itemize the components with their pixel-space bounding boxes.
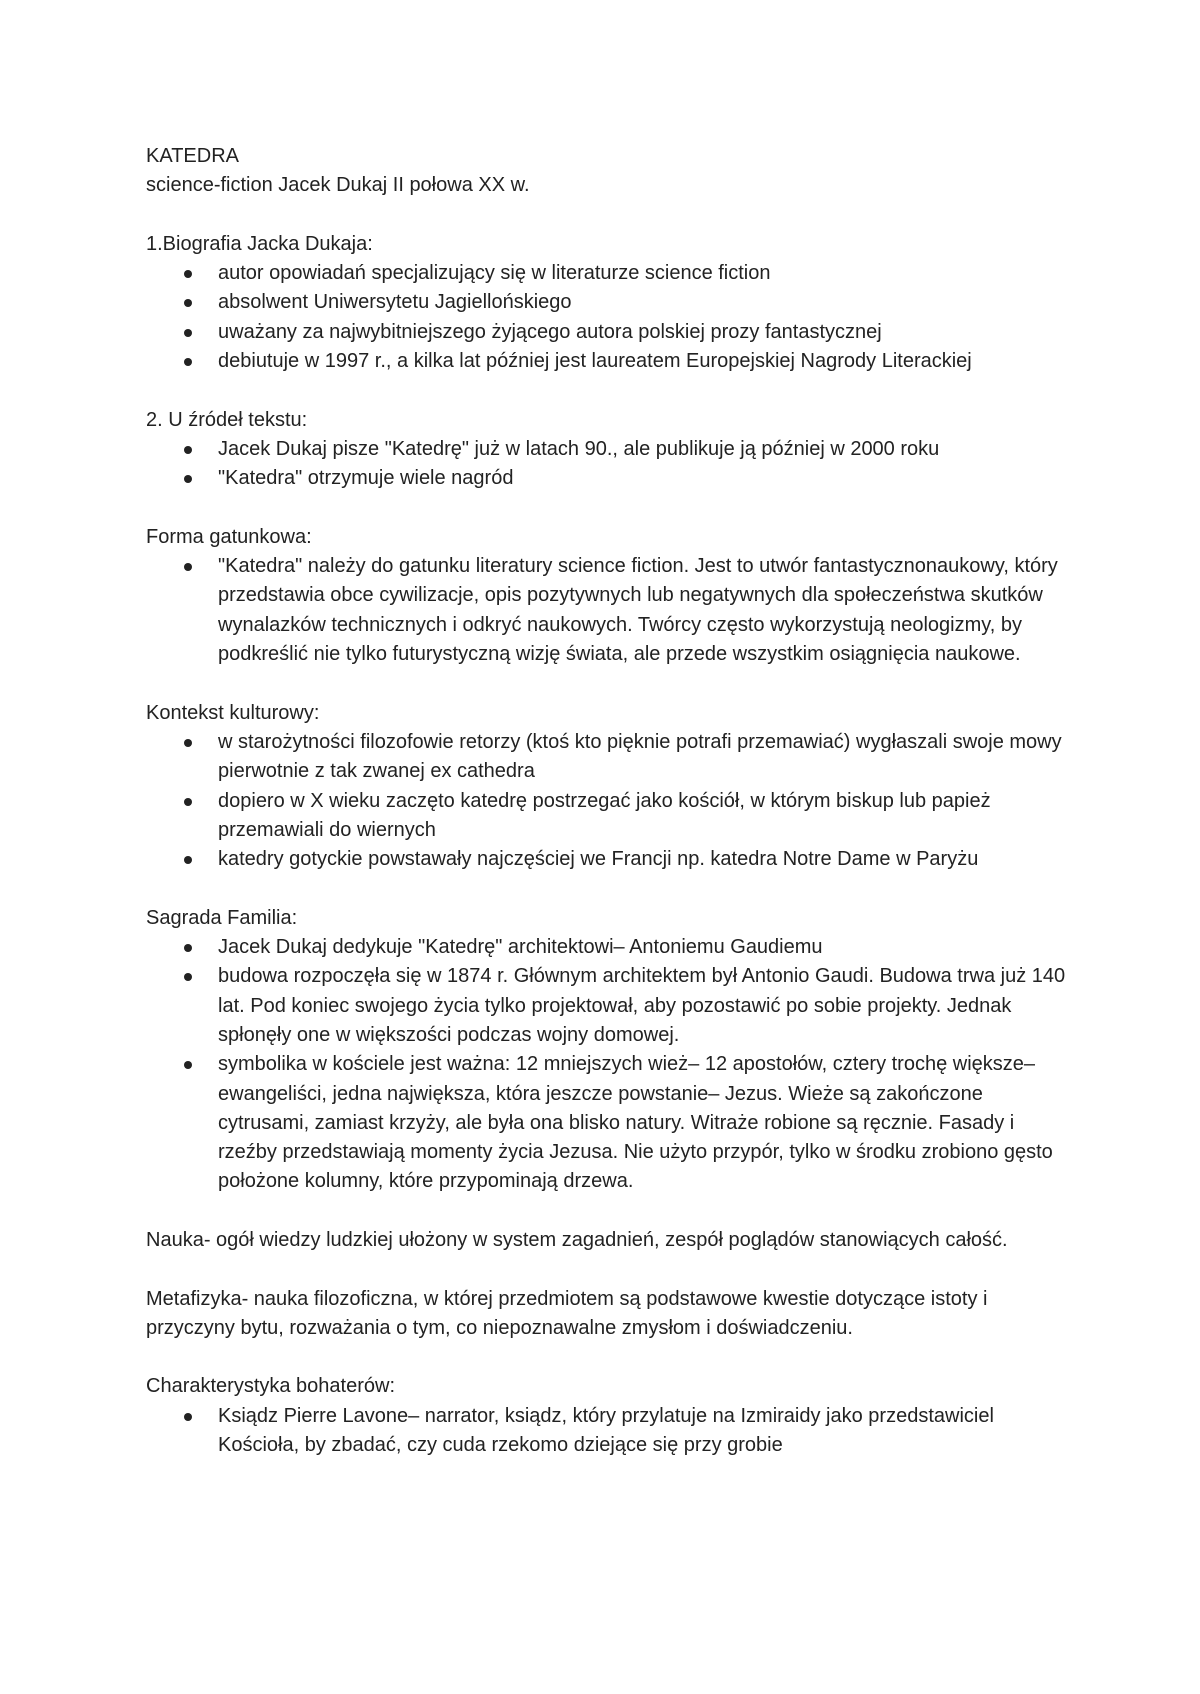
list-item: "Katedra" należy do gatunku literatury science fiction. Jest to utwór fantastycznonaukowy, który przedstawia obce cywilizacje, opis pozytywnych lub negatywnych dla społeczeństwa skutków wynalazków technicznych i odkryć naukowych. Twórcy często wykorzystują neologizmy, by podkreślić nie tylko futurystyczną wizję świata, ale przede wszystkim osiągnięcia naukowe.	[218, 552, 1076, 669]
document-page	[146, 142, 1076, 1460]
section-heading-genre: Forma gatunkowa:	[146, 525, 312, 548]
list-item: uważany za najwybitniejszego żyjącego autora polskiej prozy fantastycznej	[218, 318, 1076, 347]
sources-list	[146, 435, 1076, 494]
list-item: Jacek Dukaj dedykuje "Katedrę" architektowi– Antoniemu Gaudiemu	[218, 933, 1076, 962]
section-heading-sagrada-familia: Sagrada Familia:	[146, 906, 298, 929]
list-item: katedry gotyckie powstawały najczęściej we Francji np. katedra Notre Dame w Paryżu	[218, 845, 1076, 874]
list-item: "Katedra" otrzymuje wiele nagród	[218, 464, 1076, 493]
biography-list	[146, 259, 1076, 376]
definition-metafizyka: Metafizyka- nauka filozoficzna, w której przedmiotem są podstawowe kwestie dotyczące istoty i przyczyny bytu, rozważania o tym, co niepoznawalne zmysłom i doświadczeniu.	[146, 1287, 988, 1339]
sagrada-familia-list	[146, 933, 1076, 1197]
document-title: KATEDRA	[146, 145, 239, 167]
list-item: absolwent Uniwersytetu Jagiellońskiego	[218, 288, 1076, 317]
document-subtitle: science-fiction Jacek Dukaj II połowa XX w.	[146, 174, 530, 197]
characters-list	[146, 1402, 1076, 1461]
definition-nauka: Nauka- ogół wiedzy ludzkiej ułożony w system zagadnień, zespół poglądów stanowiących całość.	[146, 1228, 1008, 1251]
list-item: budowa rozpoczęła się w 1874 r. Głównym architektem był Antonio Gaudi. Budowa trwa już 140 lat. Pod koniec swojego życia tylko projektował, aby pozostawić po sobie projekty. Jednak spłonęły one w większości podczas wojny domowej.	[218, 962, 1076, 1050]
list-item: symbolika w kościele jest ważna: 12 mniejszych wież– 12 apostołów, cztery trochę większe– ewangeliści, jedna największa, która jeszcze powstanie– Jezus. Wieże są zakończone cytrusami, zamiast krzyży, ale była ona blisko natury. Witraże robione są ręcznie. Fasady i rzeźby przedstawiają momenty życia Jezusa. Nie użyto przypór, tylko w środku zrobiono gęsto położone kolumny, które przypominają drzewa.	[218, 1050, 1076, 1196]
list-item: dopiero w X wieku zaczęto katedrę postrzegać jako kościół, w którym biskup lub papież przemawiali do wiernych	[218, 787, 1076, 846]
cultural-context-list	[146, 728, 1076, 874]
list-item: w starożytności filozofowie retorzy (ktoś kto pięknie potrafi przemawiać) wygłaszali swoje mowy pierwotnie z tak zwanej ex cathedra	[218, 728, 1076, 787]
section-heading-sources: 2. U źródeł tekstu:	[146, 408, 308, 431]
list-item: Ksiądz Pierre Lavone– narrator, ksiądz, który przylatuje na Izmiraidy jako przedstawiciel Kościoła, by zbadać, czy cuda rzekomo dziejące się przy grobie	[218, 1402, 1076, 1461]
section-heading-characters: Charakterystyka bohaterów:	[146, 1375, 396, 1398]
section-heading-cultural-context: Kontekst kulturowy:	[146, 701, 320, 724]
genre-list	[146, 552, 1076, 669]
section-heading-biography: 1.Biografia Jacka Dukaja:	[146, 232, 373, 255]
list-item: autor opowiadań specjalizujący się w literaturze science fiction	[218, 259, 1076, 288]
list-item: Jacek Dukaj pisze "Katedrę" już w latach 90., ale publikuje ją później w 2000 roku	[218, 435, 1076, 464]
list-item: debiutuje w 1997 r., a kilka lat później jest laureatem Europejskiej Nagrody Literackiej	[218, 347, 1076, 376]
